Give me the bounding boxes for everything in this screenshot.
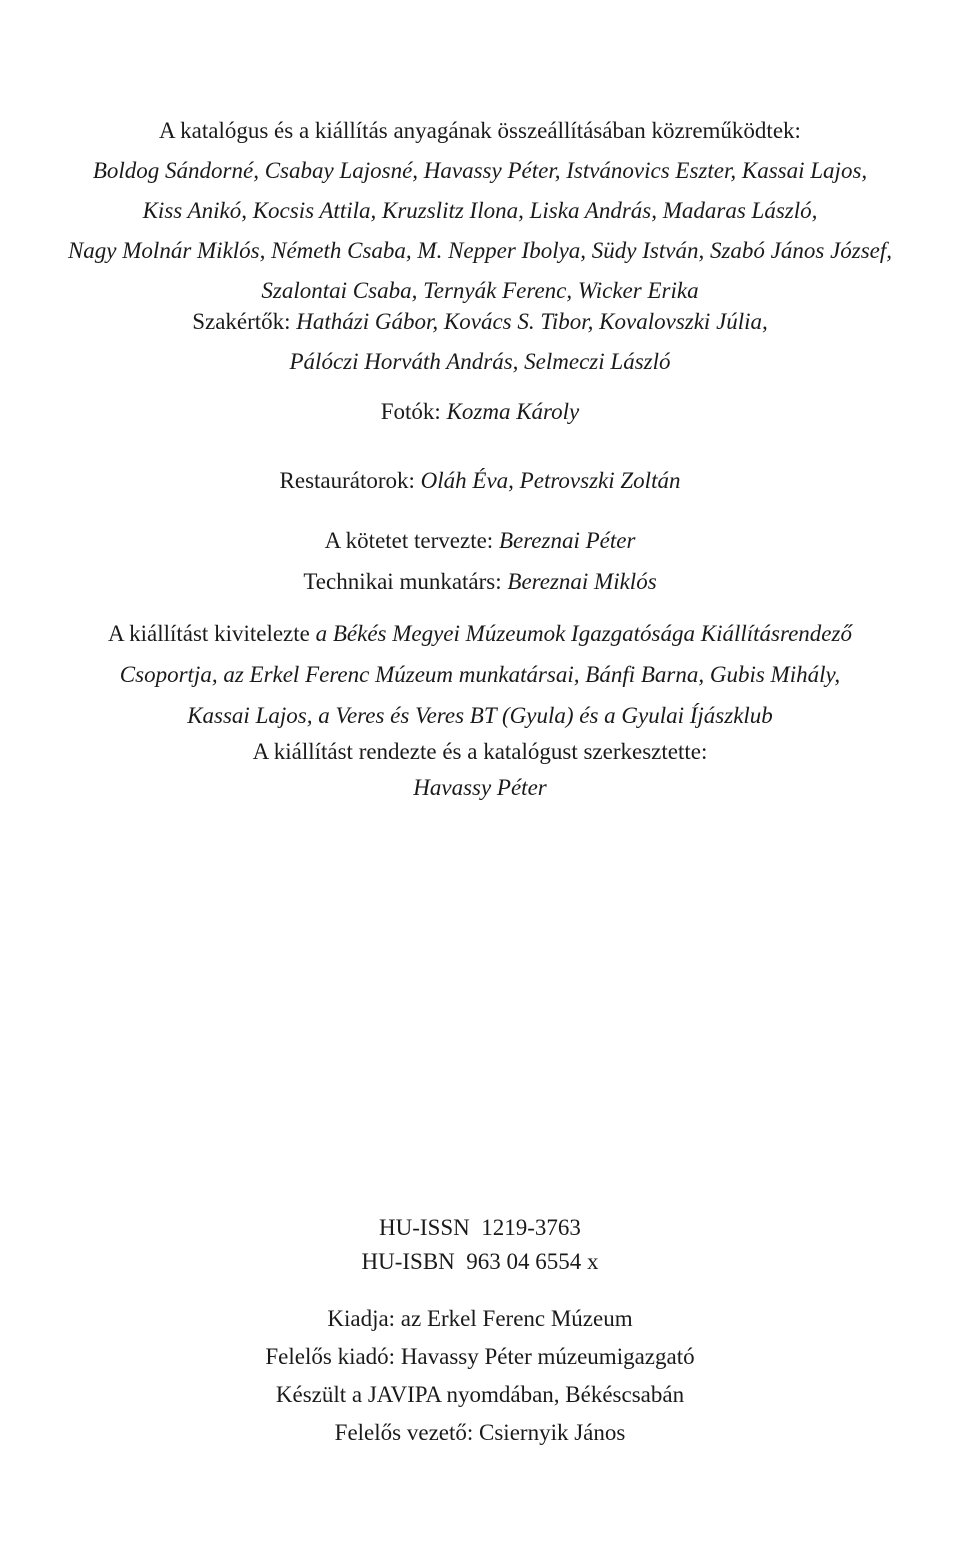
photos-line <box>40 392 920 432</box>
exhibit-line-3: Kassai Lajos, a Veres és Veres BT (Gyula) és a Gyulai Íjászklub <box>187 703 773 728</box>
credits-names-line: Boldog Sándorné, Csabay Lajosné, Havassy Péter, Istvánovics Eszter, Kassai Lajos, <box>92 158 868 183</box>
experts-line-2: Pálóczi Horváth András, Selmeczi László <box>289 349 671 374</box>
exhibit-line-1 <box>40 613 920 654</box>
publisher-line: Felelős kiadó: Havassy Péter múzeumigazgató <box>265 1344 695 1369</box>
publisher-line: Felelős vezető: Csiernyik János <box>334 1420 626 1445</box>
exhibit-section <box>40 613 920 736</box>
design-line <box>40 520 920 561</box>
credits-section <box>40 111 920 311</box>
curator-section <box>40 734 920 806</box>
exhibit-text: a Békés Megyei Múzeumok Igazgatósága Kiállításrendező <box>315 621 852 646</box>
issn-line: HU-ISSN 1219-3763 <box>379 1215 581 1240</box>
tech-name: Bereznai Miklós <box>507 569 657 594</box>
isbn-section <box>40 1211 920 1279</box>
restorers-names: Oláh Éva, Petrovszki Zoltán <box>420 468 681 493</box>
exhibit-label: A kiállítást kivitelezte <box>108 621 310 646</box>
restorers-section <box>40 461 920 501</box>
experts-section <box>40 302 920 382</box>
tech-label: Technikai munkatárs: <box>303 569 502 594</box>
experts-names: Hatházi Gábor, Kovács S. Tibor, Kovalovszki Júlia, <box>296 309 768 334</box>
credits-names-line: Kiss Anikó, Kocsis Attila, Kruzslitz Ilona, Liska András, Madaras László, <box>142 198 818 223</box>
credits-intro: A katalógus és a kiállítás anyagának összeállításában közreműködtek: <box>159 118 801 143</box>
publisher-line: Készült a JAVIPA nyomdában, Békéscsabán <box>275 1382 685 1407</box>
photos-label: Fotók: <box>380 399 441 424</box>
design-name: Bereznai Péter <box>498 528 636 553</box>
photos-section <box>40 392 920 432</box>
isbn-line: HU-ISBN 963 04 6554 x <box>361 1249 599 1274</box>
publisher-line: Kiadja: az Erkel Ferenc Múzeum <box>327 1306 633 1331</box>
exhibit-line-2: Csoportja, az Erkel Ferenc Múzeum munkatársai, Bánfi Barna, Gubis Mihály, <box>119 662 841 687</box>
experts-line-1 <box>40 302 920 342</box>
credits-names-line: Szalontai Csaba, Ternyák Ferenc, Wicker Erika <box>261 278 699 303</box>
restorers-label: Restaurátorok: <box>279 468 415 493</box>
design-label: A kötetet tervezte: <box>324 528 494 553</box>
restorers-line <box>40 461 920 501</box>
curator-name: Havassy Péter <box>413 775 547 800</box>
design-section <box>40 520 920 602</box>
tech-line <box>40 561 920 602</box>
experts-label: Szakértők: <box>192 309 291 334</box>
photos-name: Kozma Károly <box>446 399 580 424</box>
credits-names-line: Nagy Molnár Miklós, Németh Csaba, M. Nepper Ibolya, Südy István, Szabó János József, <box>67 238 893 263</box>
publisher-section <box>40 1300 920 1452</box>
curator-label: A kiállítást rendezte és a katalógust szerkesztette: <box>252 739 708 764</box>
